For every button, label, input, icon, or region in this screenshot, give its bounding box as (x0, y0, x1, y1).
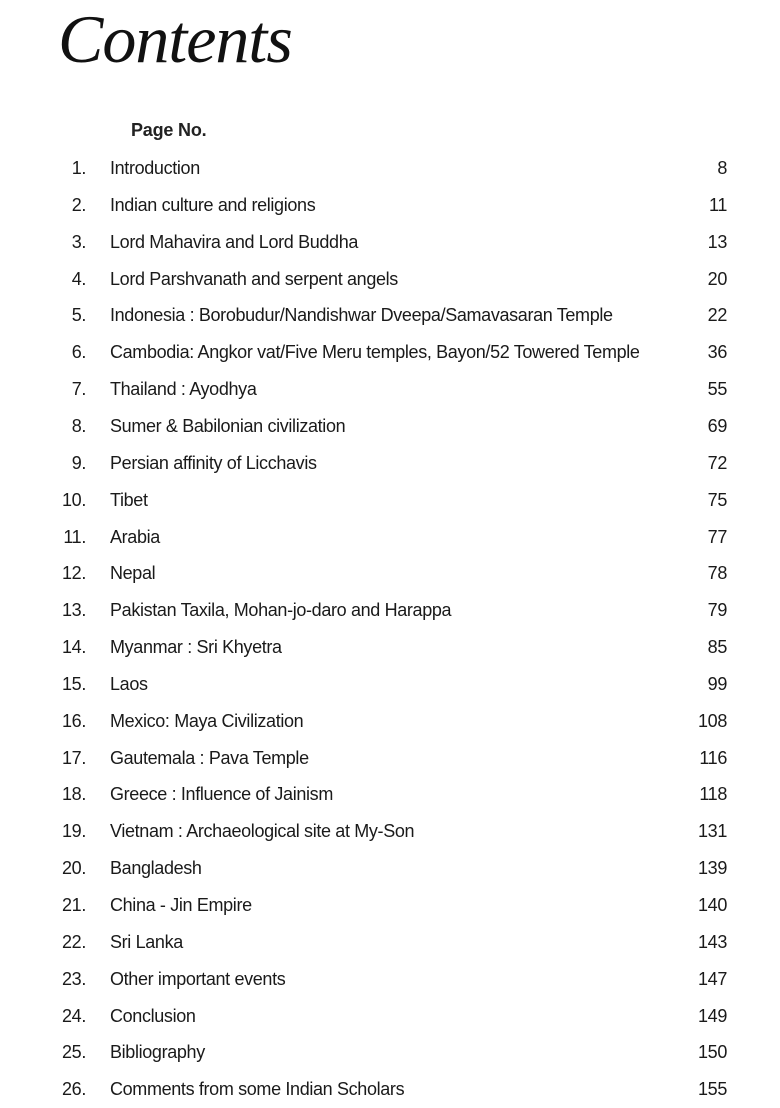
entry-title: Laos (110, 673, 148, 694)
entry-page: 75 (707, 489, 727, 510)
entry-page: 77 (707, 526, 727, 547)
entry-page: 72 (707, 452, 727, 473)
toc-entry (0, 411, 780, 441)
toc-entry (0, 558, 780, 588)
entry-number: 11. (63, 526, 86, 547)
entry-page: 78 (707, 563, 727, 584)
entry-page: 149 (698, 1005, 727, 1026)
toc-entry (0, 300, 780, 330)
toc-entry (0, 1037, 780, 1067)
entry-title: Indonesia : Borobudur/Nandishwar Dveepa/Samavasaran Temple (110, 305, 613, 326)
toc-entry (0, 1074, 780, 1104)
toc-entry (0, 227, 780, 257)
toc-entry (0, 522, 780, 552)
toc-entry (0, 190, 780, 220)
toc-entry (0, 1001, 780, 1031)
entry-title: Conclusion (110, 1005, 196, 1026)
entry-title: Myanmar : Sri Khyetra (110, 637, 282, 658)
entry-title: Cambodia: Angkor vat/Five Meru temples, Bayon/52 Towered Temple (110, 342, 640, 363)
toc-entry (0, 853, 780, 883)
entry-title: Tibet (110, 489, 148, 510)
entry-number: 6. (71, 342, 86, 363)
toc-entry (0, 153, 780, 183)
entry-number: 23. (62, 968, 86, 989)
entry-page: 131 (698, 821, 727, 842)
entry-title: Arabia (110, 526, 160, 547)
entry-number: 25. (62, 1042, 86, 1063)
toc-entry (0, 743, 780, 773)
entry-page: 69 (707, 415, 727, 436)
entry-title: Pakistan Taxila, Mohan-jo-daro and Harappa (110, 600, 452, 621)
entry-number: 13. (62, 600, 86, 621)
entry-number: 18. (62, 784, 86, 805)
entry-page: 140 (698, 895, 727, 915)
entry-number: 8. (71, 415, 86, 436)
toc-entry (0, 448, 780, 478)
entry-page: 79 (707, 600, 727, 621)
entry-number: 1. (71, 158, 86, 178)
entry-title: Thailand : Ayodhya (110, 379, 257, 400)
entry-page: 108 (698, 710, 727, 731)
entry-number: 7. (71, 379, 86, 400)
entry-number: 24. (62, 1005, 86, 1026)
toc-entry (0, 779, 780, 809)
entry-page: 99 (707, 673, 727, 694)
entry-page: 118 (699, 784, 727, 805)
entry-title: China - Jin Empire (110, 895, 252, 915)
entry-page: 147 (698, 968, 727, 989)
toc-entry (0, 706, 780, 736)
entry-title: Other important events (110, 968, 286, 989)
toc-entry (0, 816, 780, 846)
entry-number: 9. (71, 452, 86, 473)
entry-title: Indian culture and religions (110, 194, 316, 215)
toc-entry (0, 890, 780, 920)
entry-number: 22. (62, 931, 86, 952)
toc-entry (0, 669, 780, 699)
entry-page: 116 (699, 747, 727, 768)
entry-title: Lord Parshvanath and serpent angels (110, 268, 398, 289)
entry-number: 14. (62, 637, 86, 658)
page-title: Contents (58, 1, 292, 77)
entry-number: 19. (62, 821, 86, 842)
entry-title: Vietnam : Archaeological site at My-Son (110, 821, 415, 842)
entry-page: 36 (707, 342, 727, 363)
entry-title: Comments from some Indian Scholars (110, 1079, 405, 1100)
entry-page: 20 (707, 268, 727, 289)
entry-number: 17. (62, 747, 86, 768)
entry-number: 12. (62, 563, 86, 584)
toc-entry (0, 374, 780, 404)
entry-page: 139 (698, 858, 727, 879)
entry-title: Mexico: Maya Civilization (110, 710, 304, 731)
entry-number: 3. (71, 231, 86, 252)
entry-number: 10. (62, 489, 86, 510)
entry-page: 155 (698, 1079, 727, 1100)
entry-page: 85 (707, 637, 727, 658)
toc-entry (0, 595, 780, 625)
entry-number: 21. (62, 895, 86, 915)
page-no-label: Page No. (131, 120, 207, 140)
toc-entry (0, 485, 780, 515)
entry-page: 11 (709, 194, 727, 215)
entry-number: 26. (62, 1079, 86, 1100)
entry-number: 4. (71, 268, 86, 289)
entry-title: Bangladesh (110, 858, 202, 879)
entry-number: 16. (62, 710, 86, 731)
entry-title: Nepal (110, 563, 156, 584)
entry-number: 2. (71, 194, 86, 215)
entry-title: Bibliography (110, 1042, 205, 1063)
toc-entry (0, 927, 780, 957)
toc-entry (0, 264, 780, 294)
entry-title: Gautemala : Pava Temple (110, 747, 309, 768)
entry-number: 5. (71, 305, 86, 326)
entry-page: 22 (707, 305, 727, 326)
entry-title: Introduction (110, 158, 200, 178)
entry-page: 150 (698, 1042, 727, 1063)
entry-number: 20. (62, 858, 86, 879)
entry-title: Persian affinity of Licchavis (110, 452, 317, 473)
entry-title: Sumer & Babilonian civilization (110, 415, 346, 436)
entry-title: Greece : Influence of Jainism (110, 784, 333, 805)
entry-page: 143 (698, 931, 727, 952)
entry-title: Sri Lanka (110, 931, 183, 952)
toc-entry (0, 964, 780, 994)
entry-number: 15. (62, 673, 86, 694)
entry-title: Lord Mahavira and Lord Buddha (110, 231, 359, 252)
toc-entry (0, 337, 780, 367)
entry-page: 13 (707, 231, 727, 252)
entry-page: 8 (717, 158, 727, 178)
entry-page: 55 (707, 379, 727, 400)
toc-entry (0, 632, 780, 662)
